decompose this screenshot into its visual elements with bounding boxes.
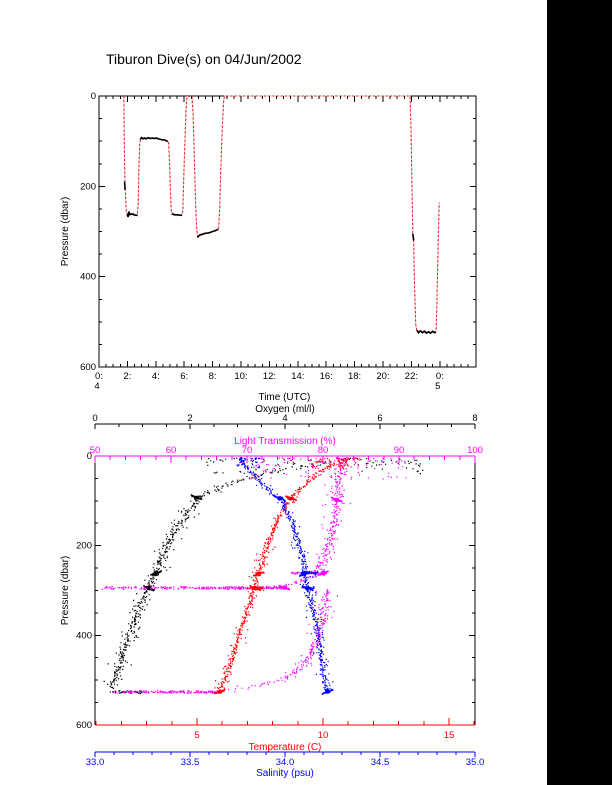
- letterbox-right: [547, 0, 612, 785]
- time-tick-label: 14:: [291, 371, 305, 382]
- sal-tick-label: 35.0: [465, 757, 485, 768]
- day-of-month-label: 4: [94, 381, 100, 392]
- on-bottom-segment: [197, 229, 218, 237]
- pressure-axis-title: Pressure (dbar): [60, 555, 71, 626]
- sal-tick-label: 34.0: [275, 757, 295, 768]
- time-tick-label: 10:: [234, 371, 248, 382]
- oxygen-tick-label: 6: [377, 413, 383, 424]
- salinity-axis: [95, 752, 475, 757]
- oxygen-tick-label: 4: [282, 413, 288, 424]
- temperature-axis: [95, 718, 475, 725]
- oxygen-axis-title: Oxygen (ml/l): [255, 404, 315, 415]
- dive-track-red-dashed: [124, 96, 439, 333]
- time-tick-label: 0:: [95, 371, 103, 382]
- pressure-tick-label: 200: [76, 540, 92, 552]
- on-bottom-segment: [140, 138, 168, 142]
- light-transmission-axis: [95, 456, 475, 463]
- sal-tick-label: 33.0: [85, 757, 105, 768]
- series-salinity-profile: [237, 457, 334, 695]
- pressure-tick-label: 200: [80, 181, 96, 193]
- time-tick-label: 22:: [404, 371, 419, 382]
- time-axis-title: Time (UTC): [258, 392, 311, 403]
- sal-tick-label: 34.5: [370, 757, 390, 768]
- oxygen-profile-points: [104, 458, 424, 694]
- time-tick-label: 8:: [208, 371, 217, 382]
- pressure-axis-title: Pressure (dbar): [60, 196, 71, 267]
- top-chart-ticks: [99, 96, 476, 367]
- oxygen-tick-label: 8: [472, 413, 478, 424]
- dive-track-underlay: [124, 96, 439, 333]
- time-tick-label: 4:: [151, 371, 160, 382]
- light-axis-title: Light Transmission (%): [234, 436, 336, 447]
- on-bottom-segment: [125, 182, 126, 190]
- on-bottom-segment: [172, 214, 182, 215]
- oxygen-tick-label: 0: [92, 413, 98, 424]
- temp-tick-label: 10: [317, 730, 329, 741]
- pressure-tick-label: 400: [80, 271, 96, 283]
- sal-tick-label: 33.5: [180, 757, 200, 768]
- time-tick-label: 12:: [262, 371, 277, 382]
- light-tick-label: 50: [89, 445, 101, 456]
- on-bottom-segment: [413, 234, 414, 241]
- temp-tick-label: 15: [443, 730, 455, 741]
- top-chart-labels: [60, 91, 444, 403]
- pressure-tick-label: 600: [80, 362, 96, 374]
- on-bottom-segment: [127, 212, 138, 217]
- page-title: Tiburon Dive(s) on 04/Jun/2002: [106, 51, 302, 67]
- temp-tick-label: 5: [194, 730, 200, 741]
- sal-axis-title: Salinity (psu): [256, 768, 314, 779]
- light-tick-label: 90: [393, 445, 405, 456]
- series-oxygen-profile: [104, 458, 424, 694]
- oxygen-tick-label: 2: [187, 413, 193, 424]
- temp-axis-title: Temperature (C): [248, 742, 322, 753]
- time-tick-label: 16:: [319, 371, 333, 382]
- light-tick-label: 100: [467, 445, 483, 456]
- time-tick-label: 20:: [376, 371, 390, 382]
- time-tick-label: 0:: [435, 371, 444, 382]
- time-tick-label: 6:: [180, 371, 189, 382]
- light-tick-label: 80: [317, 445, 329, 456]
- light-tick-label: 60: [165, 445, 177, 456]
- pressure-tick-label: 0: [90, 91, 96, 102]
- light-tick-label: 70: [241, 445, 253, 456]
- pressure-tick-label: 0: [86, 451, 92, 462]
- day-of-month-label: 5: [435, 381, 441, 392]
- time-tick-label: 2:: [123, 371, 132, 382]
- oxygen-axis: [95, 424, 475, 429]
- pressure-tick-label: 400: [76, 630, 92, 642]
- time-tick-label: 18:: [347, 371, 362, 382]
- salinity-profile-points: [237, 457, 334, 695]
- top-chart: [99, 96, 476, 367]
- pressure-tick-label: 600: [76, 719, 92, 731]
